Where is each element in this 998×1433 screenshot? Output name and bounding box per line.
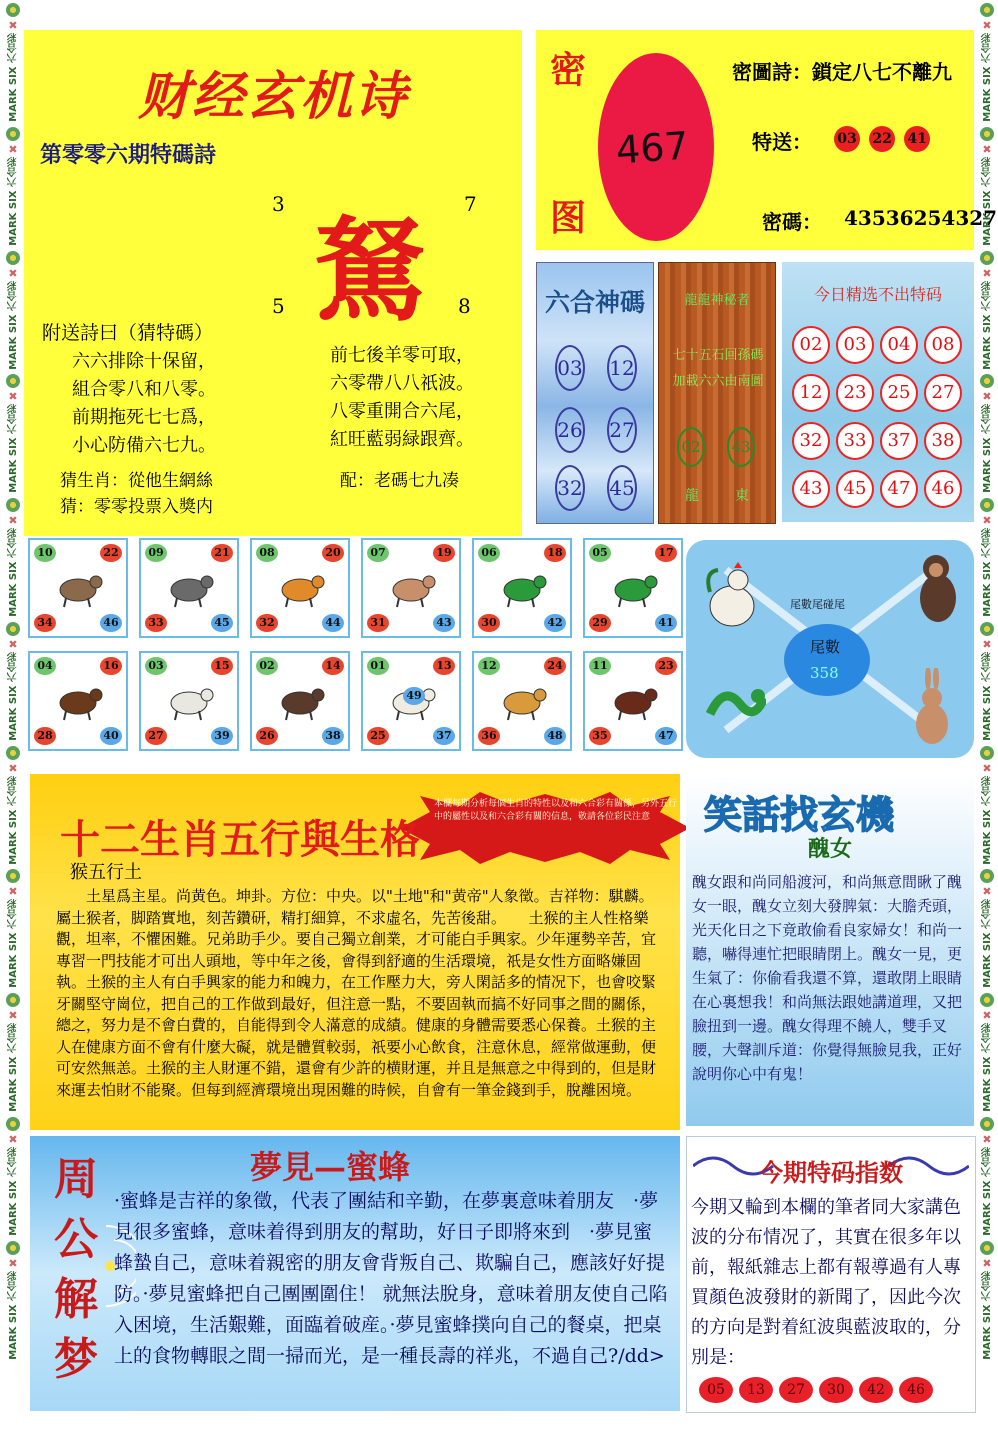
goat-icon [163,681,215,721]
flower-icon [6,374,20,388]
number-oval: 03 [555,345,585,391]
number-ball: 03 [834,126,860,152]
border-label: MARK SIX 六合彩 [981,1270,993,1360]
number-ball: 13 [433,657,455,675]
flower-icon [980,374,994,388]
number-ball: 37 [433,727,455,745]
rabbit-icon [902,668,962,748]
number-ball: 38 [322,727,344,745]
number-ball: 10 [34,544,56,562]
number-ball: 18 [544,544,566,562]
border-label: MARK SIX 六合彩 [7,528,19,617]
number-ball: 32 [256,614,278,632]
dragon-icon [704,674,766,744]
bottom-char: 龍 [685,488,699,504]
border-label: MARK SIX 六合彩 [7,775,19,865]
border-label: MARK SIX 六合彩 [981,651,993,741]
rooster-icon [704,562,760,634]
side-char-top: 密 [550,49,587,91]
number-oval: 45 [607,465,637,511]
number-ball: 07 [367,544,389,562]
poem-line: 組合零八和八零。 [72,379,216,400]
border-label: MARK SIX 六合彩 [981,156,993,246]
number-ball: 05 [699,1377,733,1403]
flower-icon [6,746,20,760]
cross-icon: ✖ [982,885,992,899]
number-ball: 33 [145,614,167,632]
flower-icon [6,869,20,883]
number-ball: 49 [403,687,425,705]
number-ball: 46 [899,1377,933,1403]
number-ball: 20 [322,544,344,562]
number-ball: 22 [869,126,895,152]
zodiac-tile-dog [472,651,572,751]
number-ball: 06 [478,544,500,562]
zodiac-tile-tiger [250,538,350,638]
number-ball: 12 [792,374,830,412]
number-ball: 38 [924,422,962,460]
flower-icon [6,622,20,636]
article-title: 十二生肖五行與生格 [60,817,420,863]
wheel-label: 尾數 [810,638,841,656]
border-label: MARK SIX 六合彩 [7,280,19,370]
number-ball: 35 [589,727,611,745]
panel-title: 财经玄机诗 [137,67,408,127]
number-ball: 13 [739,1377,773,1403]
border-label: MARK SIX 六合彩 [981,280,993,370]
secret-code: 43536254327 [844,206,998,230]
poem-line: 小心防備六七九。 [72,435,216,456]
number-ball: 28 [34,727,56,745]
zodiac-tile-rat [28,538,128,638]
cross-icon: ✖ [8,266,18,280]
flower-icon [980,622,994,636]
cross-icon: ✖ [982,1256,992,1270]
dream-title: 夢見—蜜蜂 [250,1148,411,1186]
number-top-left: 3 [272,192,285,216]
border-label: MARK SIX 六合彩 [981,1146,993,1236]
number-oval: 26 [555,407,585,453]
guess-hint: 猜：零零投票入獎内 [60,497,213,517]
border-label: MARK SIX 六合彩 [7,33,19,122]
flower-icon [6,1241,20,1255]
handwritten-number: 467 [614,123,690,173]
number-ball: 02 [792,326,830,364]
cross-icon: ✖ [8,19,18,32]
poem-line: 六零帶八八祇波。 [330,373,474,394]
poem-right [330,342,474,454]
lucky-numbers-panel [536,262,654,524]
number-ball: 41 [904,126,930,152]
cross-icon: ✖ [8,390,18,404]
border-label: MARK SIX 六合彩 [7,1270,19,1360]
zodiac-tile-monkey [250,651,350,751]
border-label: MARK SIX 六合彩 [7,156,19,246]
flower-icon [980,1241,994,1255]
cross-icon: ✖ [8,637,18,651]
index-body: 今期又輪到本欄的筆者同大家講色波的分布情况了，其實在很多年以前，報紙雜志上都有報導過有人專買顏色波發財的新聞了，因此今次的方向是對着紅波與藍波取的，分別是： [691,1197,961,1368]
border-label: MARK SIX 六合彩 [981,33,993,122]
zodiac-tile-rabbit [361,538,461,638]
number-ball: 09 [145,544,167,562]
number-ball: 29 [589,614,611,632]
number-top-right: 7 [464,192,477,216]
rabbit-icon [385,568,437,608]
cross-icon: ✖ [982,1009,992,1022]
wheel-value: 358 [810,664,839,682]
tiger-icon [274,568,326,608]
number-ball: 46 [100,614,122,632]
poem-line: 前七後羊零可取， [330,345,474,366]
number-grid [792,326,968,508]
number-ball: 36 [478,727,500,745]
number-ball: 15 [211,657,233,675]
panel-title: 笑話找玄機 [704,793,895,837]
number-ball: 27 [145,727,167,745]
pig-icon [607,681,659,721]
flower-icon [980,869,994,883]
number-ball: 47 [880,470,918,508]
poem-left [72,348,216,460]
panel-title: 六合神碼 [544,288,645,317]
number-oval: 32 [555,465,585,511]
special-balls [832,126,932,152]
flower-icon [980,127,994,141]
flower-icon [980,993,994,1007]
number-ball: 19 [433,544,455,562]
number-bottom-right: 8 [458,294,471,318]
cross-icon: ✖ [8,761,18,775]
number-ball: 44 [322,614,344,632]
number-ball: 03 [836,326,874,364]
issue-subtitle: 第零零六期特碼詩 [40,142,217,168]
side-char-bottom: 图 [550,197,587,239]
snake-icon [607,568,659,608]
flower-icon [6,993,20,1007]
number-ball: 45 [211,614,233,632]
cross-icon: ✖ [982,637,992,651]
number-ball: 41 [655,614,677,632]
number-ball: 25 [367,727,389,745]
number-ball: 43 [792,470,830,508]
index-balls [699,1377,933,1403]
number-oval: 02 [677,427,705,467]
panel-title: 龍龍神秘者 [684,293,750,308]
number-ball: 11 [589,657,611,675]
flower-icon [980,3,994,17]
zodiac-hint: 猜生肖：從他生網絲 [60,471,213,491]
number-ball: 01 [367,657,389,675]
number-ball: 43 [433,614,455,632]
poem-heading: 附送詩曰（猜特碼） [42,322,214,344]
border-label: MARK SIX 六合彩 [981,1023,993,1112]
panel-title: 今日精选不出特码 [813,285,942,304]
number-ball: 04 [880,326,918,364]
code-label: 密碼： [762,210,822,234]
big-character: 駑 [314,206,426,337]
number-ball: 22 [100,544,122,562]
cross-icon: ✖ [982,514,992,527]
flower-icon [6,251,20,265]
number-ball: 26 [256,727,278,745]
index-panel [686,1136,976,1413]
border-label: MARK SIX 六合彩 [981,404,993,493]
cross-icon: ✖ [982,266,992,280]
number-oval: 43 [727,427,755,467]
flower-icon [980,746,994,760]
dream-panel [30,1136,680,1411]
number-ball: 12 [478,657,500,675]
number-ball: 47 [655,727,677,745]
number-ball: 27 [924,374,962,412]
excluded-numbers-panel [782,262,974,522]
joke-panel [686,774,974,1126]
flower-icon [6,1117,20,1131]
bottom-char: 東 [735,488,749,504]
poem-line: 八零重開合六尾， [330,401,474,422]
border-label: MARK SIX 六合彩 [981,775,993,865]
number-ball: 17 [655,544,677,562]
dog-icon [496,681,548,721]
cross-icon: ✖ [8,142,18,156]
zodiac-tile-ox [139,538,239,638]
border-label: MARK SIX 六合彩 [7,1023,19,1112]
flower-icon [980,251,994,265]
rat-icon [52,568,104,608]
number-ball: 39 [211,727,233,745]
tail-number-wheel [686,540,974,758]
zodiac-tile-horse [28,651,128,751]
panel-text: 七十五石回孫碼 加載六六由南圖 [672,348,764,389]
monkey-icon [274,681,326,721]
map-poem: 密圖詩：鎖定八七不離九 [732,60,952,84]
number-ball: 03 [145,657,167,675]
number-ball: 23 [655,657,677,675]
left-border [0,0,26,1433]
border-label: MARK SIX 六合彩 [7,404,19,493]
number-ball: 14 [322,657,344,675]
number-ball: 05 [589,544,611,562]
zodiac-article [30,774,680,1130]
flower-icon [6,3,20,17]
number-ball: 08 [256,544,278,562]
number-ball: 40 [100,727,122,745]
number-ball: 23 [836,374,874,412]
horse-icon [52,681,104,721]
border-label: MARK SIX 六合彩 [7,1146,19,1236]
panel-title: 今期特码指数 [759,1158,903,1187]
poem-line: 六六排除十保留， [72,351,216,372]
zodiac-tile-snake [583,538,683,638]
zodiac-tile-rooster [361,651,461,751]
number-ball: 48 [544,727,566,745]
cross-icon: ✖ [8,1256,18,1270]
poem-panel [24,30,522,536]
number-ball: 46 [924,470,962,508]
joke-subtitle: 醜女 [807,836,852,862]
number-ball: 42 [859,1377,893,1403]
cross-icon: ✖ [982,19,992,32]
pairing-hint: 配：老碼七九凑 [340,471,459,491]
side-title: 周公解梦 [54,1154,98,1385]
joke-body: 醜女跟和尚同船渡河，和尚無意間瞅了醜女一眼，醜女立刻大發脾氣：大膽秃頭，光天化日之下竟敢偷看良家婦女！和尚一聽，嚇得連忙把眼睛閉上。醜女一見，更生氣了：你偷看我還不算，還敢閉上眼睛在心裏想我！和尚無法跟她講道理，又把臉扭到一邊。醜女得理不饒人，雙手叉腰，大聲訓斥道：你覺得無臉見我，正好說明你心中有鬼！ [692,873,963,1083]
zodiac-tile-dragon [472,538,572,638]
number-bottom-left: 5 [272,294,285,318]
number-ball: 31 [367,614,389,632]
article-subheading: 猴五行土 [70,862,142,883]
special-label: 特送： [752,130,812,154]
poem-line: 紅旺藍弱緑跟齊。 [330,429,474,450]
poem-line: 前期拖死七七爲， [72,407,216,428]
number-ball: 16 [100,657,122,675]
article-body: 土星爲主星。尚黄色。坤卦。方位：中央。以"土地"和"黄帝"人象徵。吉祥物：騏麟。屬土猴者，脚踏實地，刻苦鑽研，精打細算，不求虛名，先苦後甜。 土猴的主人性格樂觀，坦率，不懼困難。兄弟助手少。要自己獨立創業，才可能白手興家。少年運勢辛苦，宜專習一門技能才可出人頭地，等中年之後，會得到舒適的生活環境，祇是女性方面略嫌固執。土猴的主人有白手興家的能力和魄力，在工作壓力大，旁人閑話多的情况下，也會咬緊牙關堅守崗位，把自己的工作做到最好，但注意一點，不要固執而搞不好同事之間的關係，總之，努力是不會白費的，自能得到令人滿意的成績。健康的身體需要悉心保養。土猴的主人在健康方面不會有什麼大礙，就是體質較弱，祇要小心飲食，注意休息，經常做運動，便可安然無恙。土猴的主人財運不錯，還會有少許的横財運，并且是無意之中得到的，但是財來運去怕財不能聚。但每到經濟環境出現困難的時候，自會有一筆金錢到手，脫離困境。 [56,887,657,1099]
number-ball: 32 [792,422,830,460]
number-ball: 34 [34,614,56,632]
border-label: MARK SIX 六合彩 [981,528,993,617]
zodiac-tile-pig [583,651,683,751]
ox-icon [163,568,215,608]
dragon-icon [496,568,548,608]
number-ball: 37 [880,422,918,460]
border-label: MARK SIX 六合彩 [7,899,19,988]
number-ball: 24 [544,657,566,675]
number-ball: 42 [544,614,566,632]
cross-icon: ✖ [982,142,992,156]
cross-icon: ✖ [8,1132,18,1146]
number-ball: 30 [819,1377,853,1403]
cross-icon: ✖ [982,390,992,404]
border-label: MARK SIX 六合彩 [7,651,19,741]
flower-icon [6,498,20,512]
arc-text: 尾數尾碰尾 [790,598,845,611]
flower-icon [6,127,20,141]
number-ball: 21 [211,544,233,562]
mystery-panel [658,262,776,524]
number-ball: 02 [256,657,278,675]
monkey-icon [908,548,966,632]
number-ball: 04 [34,657,56,675]
cross-icon: ✖ [982,761,992,775]
number-ball: 45 [836,470,874,508]
number-ball: 30 [478,614,500,632]
number-ball: 33 [836,422,874,460]
badge-text: 本欄每期分析每個生肖的特性以及和六合彩有關係，另外五行中的屬性以及和六合彩有關的信息，敬請各位彩民注意 [434,799,678,822]
wheel-core [784,624,870,696]
border-label: MARK SIX 六合彩 [981,899,993,988]
number-oval: 27 [607,407,637,453]
dream-body: ·蜜蜂是吉祥的象徵，代表了團結和辛勤，在夢裏意味着朋友 ·夢見很多蜜蜂，意味着得到朋友的幫助，好日子即將來到 ·夢見蜜蜂蟄自己，意味着親密的朋友會背叛自己、欺騙自己，應該好好提防。·夢見蜜蜂把自己團團圍住！ 就無法脫身，意味着朋友使自己陷入困境，生活艱難，面臨着破産。·夢見蜜蜂撲向自己的餐桌，把桌上的食物轉眼之間一掃而光，是一種長壽的祥兆，不過自己?/dd> [114,1190,668,1367]
flower-icon [980,498,994,512]
number-ball: 27 [779,1377,813,1403]
number-oval: 12 [607,345,637,391]
cross-icon: ✖ [982,1132,992,1146]
flower-icon [980,1117,994,1131]
zodiac-tile-goat [139,651,239,751]
cross-icon: ✖ [8,885,18,899]
number-ball: 25 [880,374,918,412]
cross-icon: ✖ [8,514,18,527]
cross-icon: ✖ [8,1009,18,1022]
number-ball: 08 [924,326,962,364]
